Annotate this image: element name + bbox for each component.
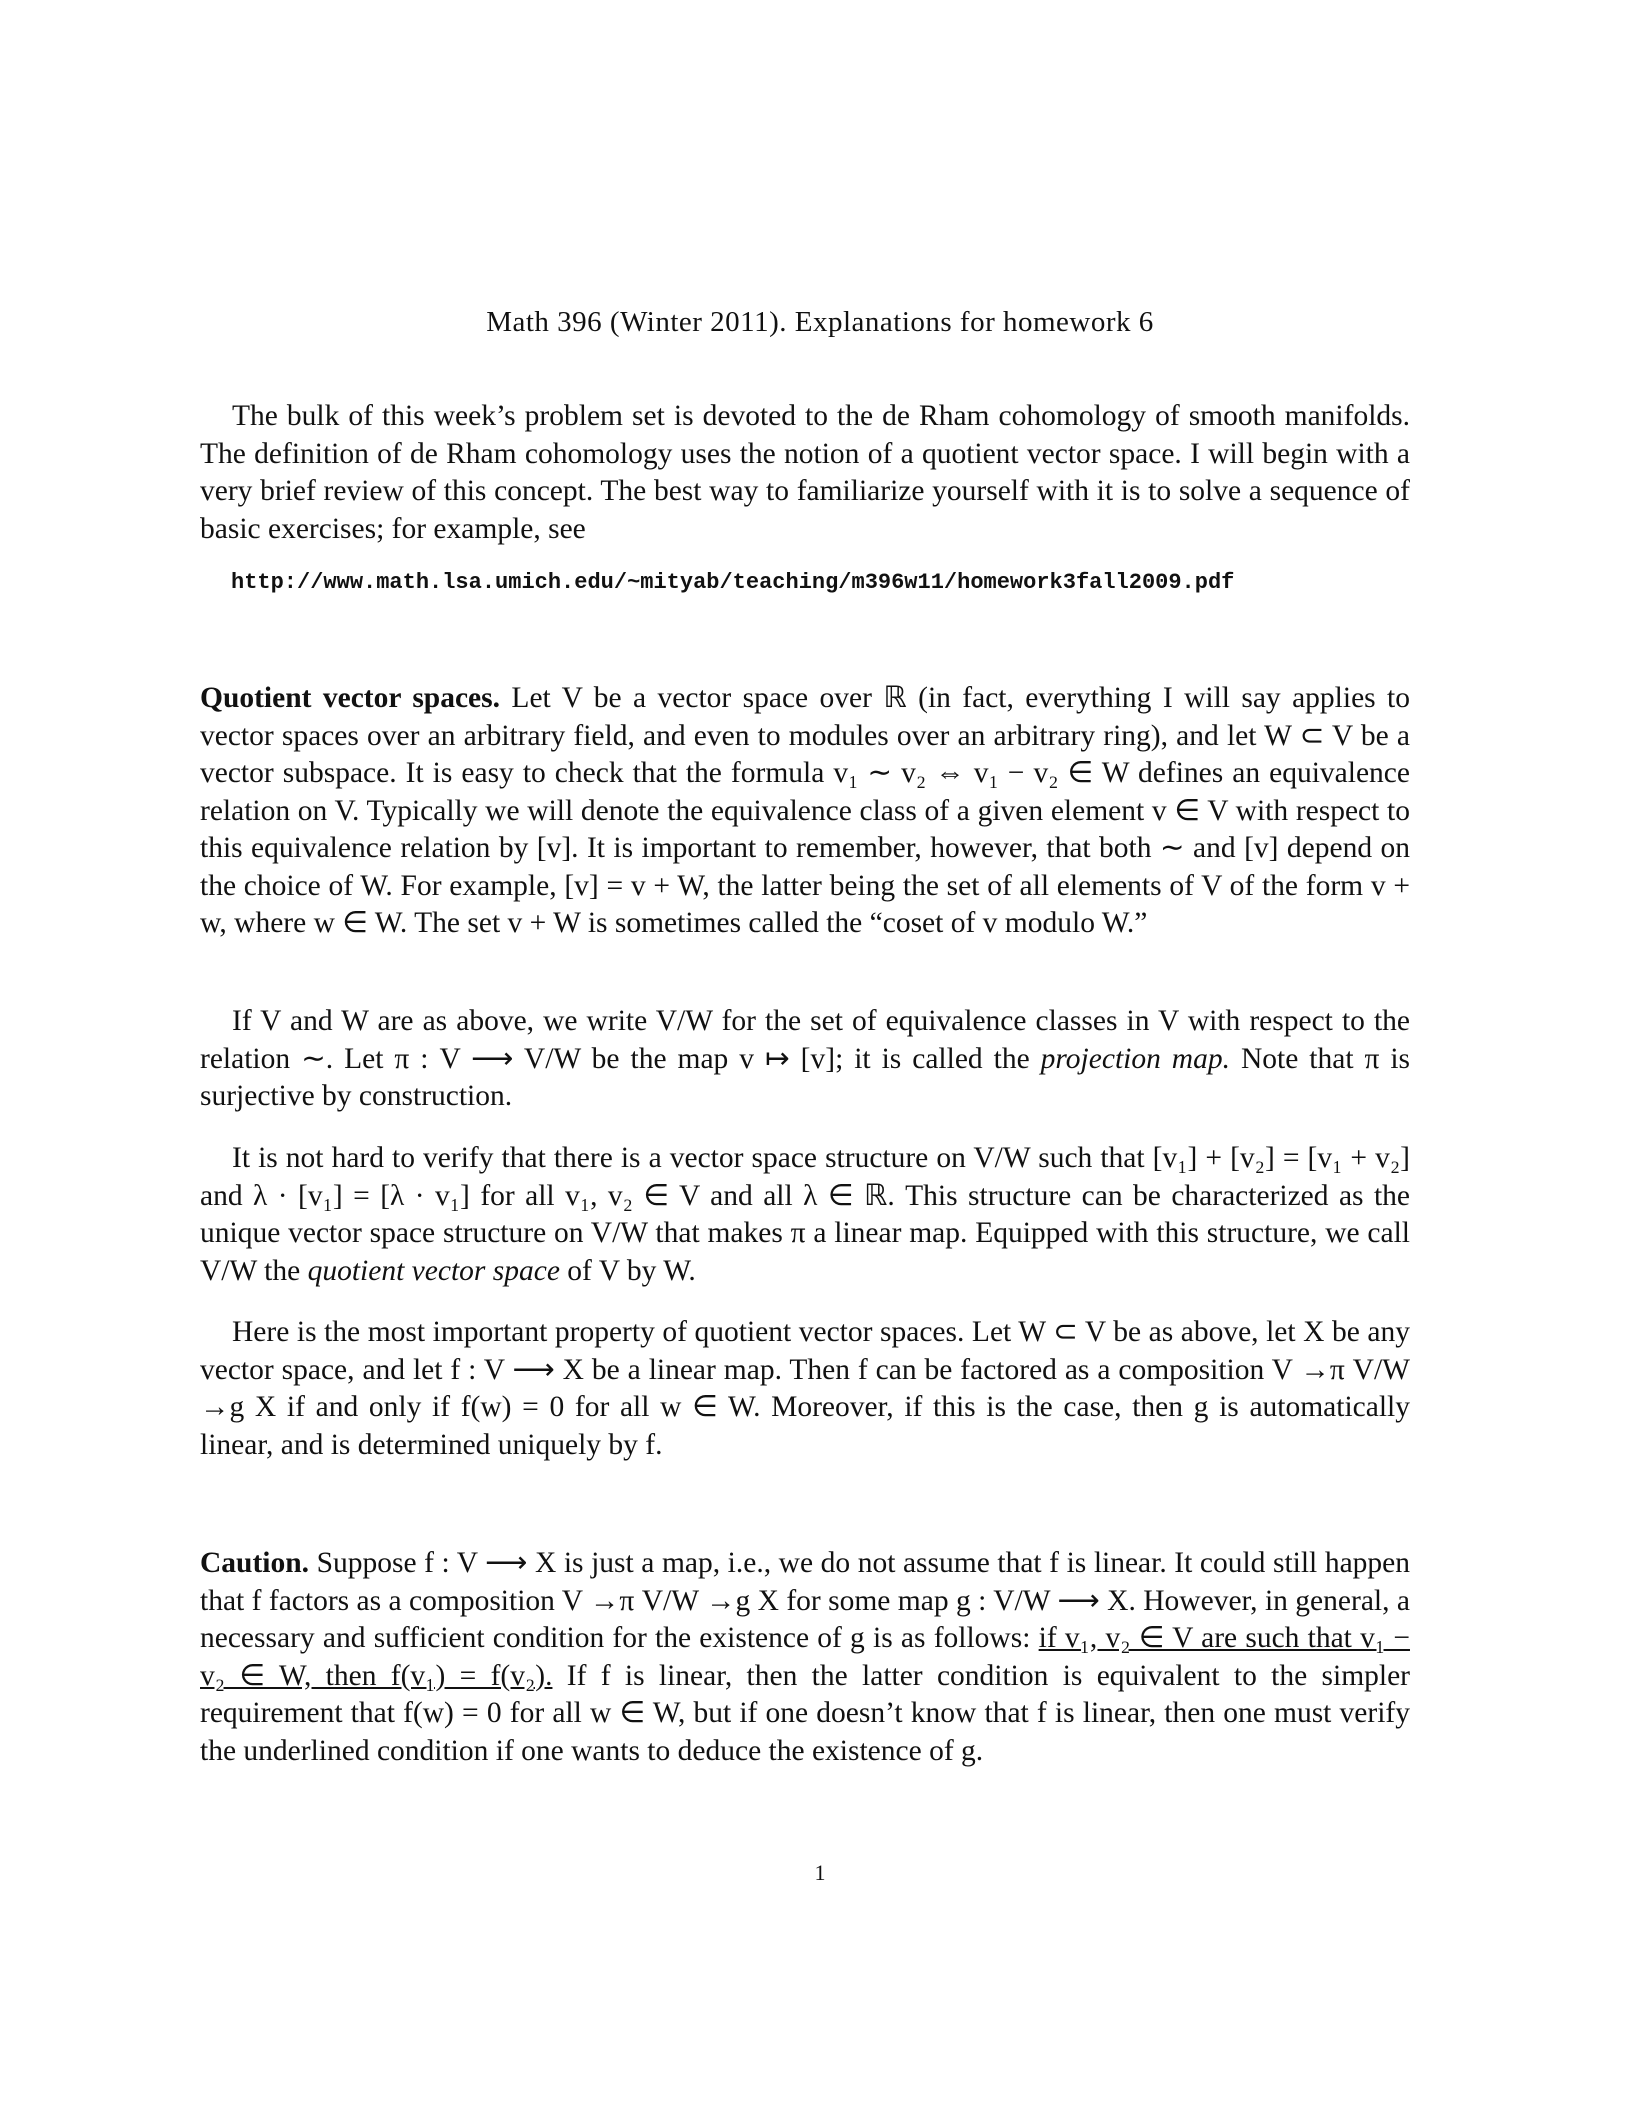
section-heading-quotient: Quotient vector spaces. (200, 682, 501, 714)
quotient-p2-text-a: If V and W are as above, we write V/W for the set of equivalence classes in V with respect to the relation ∼. Let π : V ⟶ V/W be the map v ↦ [v]; it is called the (200, 1005, 1410, 1075)
caution-text-a: Suppose f : V ⟶ X is just a map, i.e., we do not assume that f is linear. It could still happen that f factors as a composition V →π V/W →g X for some map g : V/W ⟶ X. However, in general, a necessary and sufficient condition for the existence of g is as follows: (200, 1547, 1411, 1654)
quotient-paragraph-4 (200, 1314, 1410, 1464)
quotient-p4-text: Here is the most important property of quotient vector spaces. Let W ⊂ V be as above, let X be any vector space, and let f : V ⟶ X be a linear map. Then f can be factored as a composition V →π V/W →g X if and only if f(w) = 0 for all w ∈ W. Moreover, if this is the case, then g is automatically linear, and is determined uniquely by f. (200, 1316, 1410, 1461)
projection-map-term: projection map. (1040, 1042, 1230, 1075)
section-heading-caution: Caution. (200, 1547, 310, 1579)
quotient-paragraph-1 (200, 680, 1410, 943)
caution-paragraph (200, 1545, 1410, 1770)
reference-url: http://www.math.lsa.umich.edu/~mityab/teaching/m396w11/homework3fall2009.pdf (231, 570, 1235, 595)
quotient-p2-text-b: Note that π is surjective by construction. (200, 1042, 1411, 1112)
quotient-paragraph-3 (200, 1140, 1410, 1290)
quotient-p3-text-b: of V by W. (567, 1254, 696, 1287)
quotient-vector-space-term: quotient vector space (307, 1254, 560, 1287)
quotient-p3-text-a: It is not hard to verify that there is a vector space structure on V/W such that [v₁] + [v₂] = [v₁ + v₂] and λ · [v₁] = [λ · v₁] for all v₁, v₂ ∈ V and all λ ∈ ℝ. This structure can be characterized as the unique vector space structure on V/W that makes π a linear map. Equipped with this structure, we call V/W the (200, 1142, 1410, 1287)
page-number: 1 (814, 1860, 826, 1885)
caution-text-b: If f is linear, then the latter condition is equivalent to the simpler requirement that f(w) = 0 for all w ∈ W, but if one doesn’t know that f is linear, then one must verify the underlined condition if one wants to deduce the existence of g. (200, 1659, 1410, 1767)
quotient-paragraph-2 (200, 1003, 1410, 1116)
intro-text: The bulk of this week’s problem set is devoted to the de Rham cohomology of smooth manifolds. The definition of de Rham cohomology uses the notion of a quotient vector space. I will begin with a very brief review of this concept. The best way to familiarize yourself with it is to solve a sequence of basic exercises; for example, see (200, 400, 1410, 545)
underlined-condition: if v₁, v₂ ∈ V are such that v₁ − v₂ ∈ W, then f(v₁) = f(v₂). (200, 1622, 1410, 1692)
page-title: Math 396 (Winter 2011). Explanations for homework 6 (486, 306, 1154, 338)
intro-paragraph (200, 398, 1410, 548)
quotient-p1-text: Let V be a vector space over ℝ (in fact, everything I will say applies to vector spaces over an arbitrary field, and even to modules over an arbitrary ring), and let W ⊂ V be a vector subspace. It is easy to check that the formula v₁ ∼ v₂ ⇔ v₁ − v₂ ∈ W defines an equivalence relation on V. Typically we will denote the equivalence class of a given element v ∈ V with respect to this equivalence relation by [v]. It is important to remember, however, that both ∼ and [v] depend on the choice of W. For example, [v] = v + W, the latter being the set of all elements of V of the form v + w, where w ∈ W. The set v + W is sometimes called the “coset of v modulo W.” (200, 682, 1410, 939)
